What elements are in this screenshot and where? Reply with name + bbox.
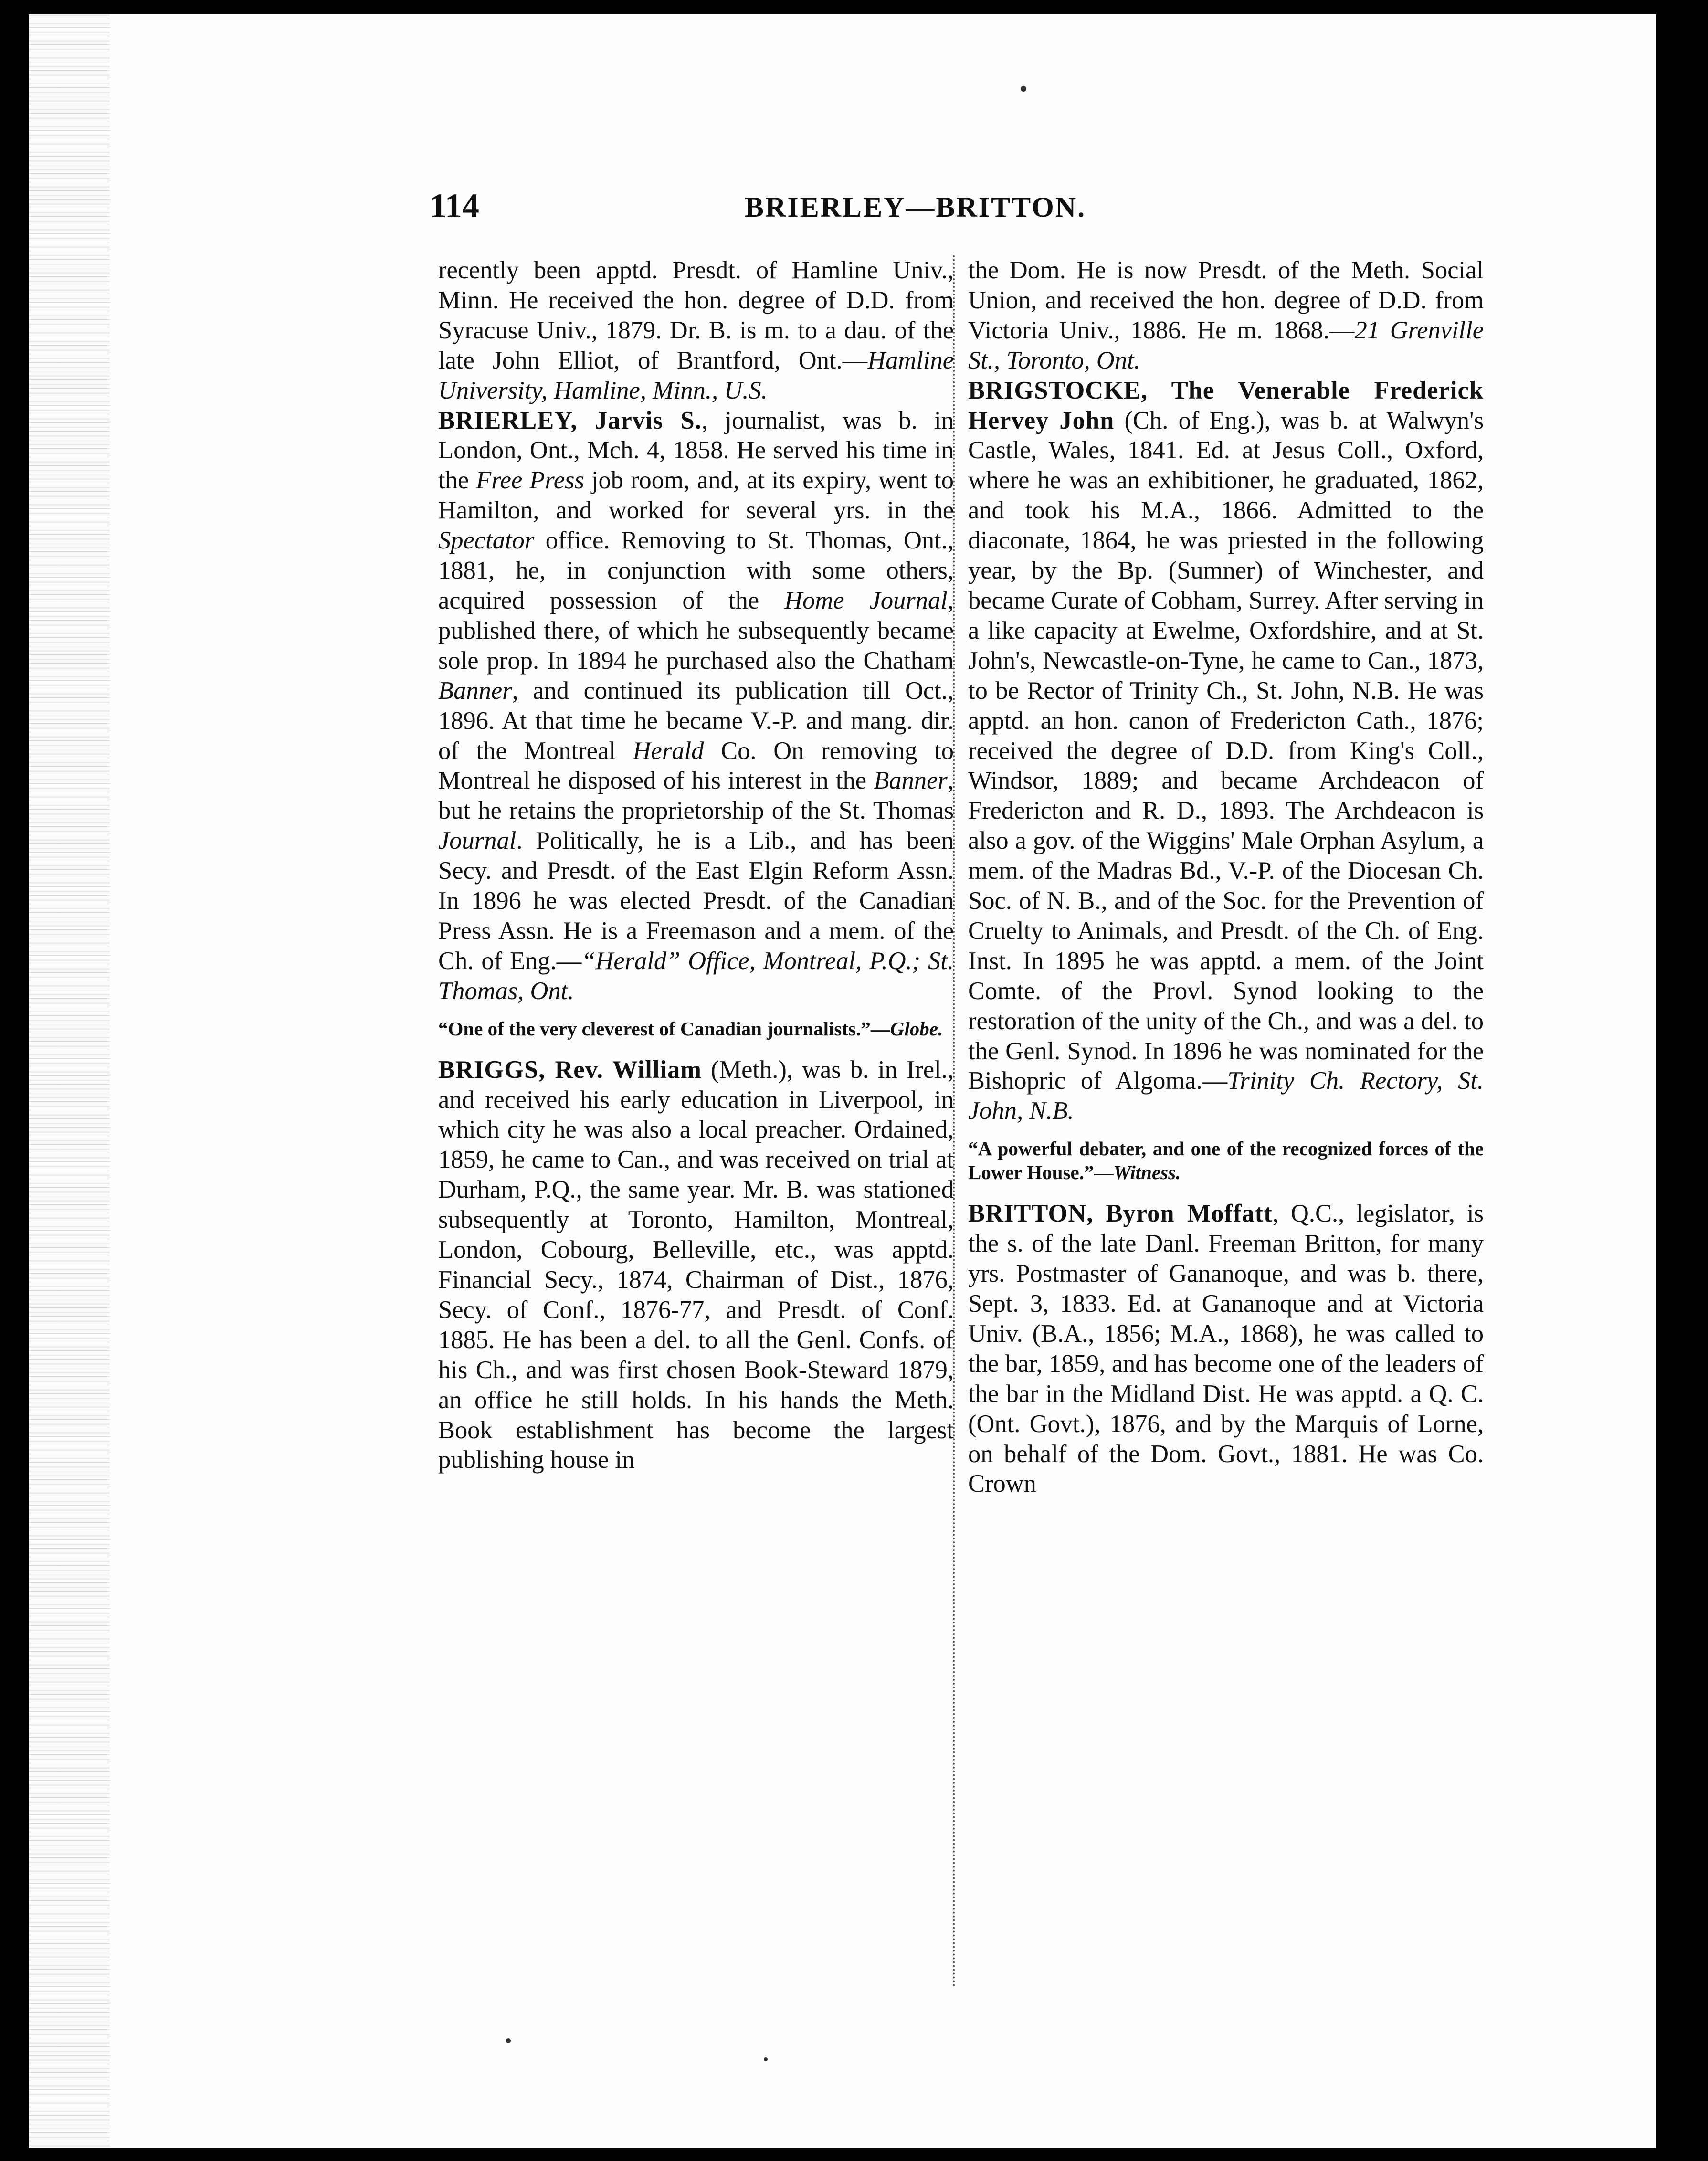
entry-heading: BRIGGS, Rev. William — [438, 1055, 702, 1084]
italic-text: “Herald” Office, Montreal, P.Q.; St. Thomas, Ont. — [438, 947, 954, 1005]
entry-text: recently been apptd. Presdt. of Hamline Univ., Minn. He received the hon. degree of D.D. from Syracuse Univ., 1879. Dr. B. is m. to a dau. of the late John Elliot, of Brantford, Ont.— — [438, 256, 954, 374]
press-quote — [438, 1017, 954, 1041]
entry-text: office. Removing to St. Thomas, Ont., 1881, he, in conjunction with some others, acquired possession of the — [438, 527, 954, 614]
book-page — [29, 14, 1656, 2148]
entry-heading: BRIGSTOCKE, The Venerable Frederick Hervey John — [968, 376, 1484, 434]
press-quote — [968, 1137, 1484, 1184]
entry-text: , published there, of which he subsequently became sole prop. In 1894 he purchased also the Chatham — [438, 586, 954, 675]
biography-entry — [438, 1055, 954, 1476]
column-divider — [953, 255, 955, 1988]
entry-heading: BRITTON, Byron Moffatt — [968, 1200, 1273, 1228]
right-column — [968, 255, 1484, 1499]
ink-speck — [506, 2038, 511, 2043]
running-head-title: BRIERLEY—BRITTON. — [745, 191, 1086, 223]
left-column — [438, 255, 954, 1475]
entry-text: job room, and, at its expiry, went to Hamilton, and worked for several yrs. in the — [438, 466, 954, 525]
ink-speck — [1021, 86, 1026, 92]
italic-text: Home Journal — [784, 586, 948, 614]
entry-text: “One of the very cleverest of Canadian journalists.”— — [438, 1017, 890, 1040]
quote-source: Globe. — [890, 1017, 943, 1040]
page-binding-edge — [29, 14, 110, 2148]
italic-text: Spectator — [438, 527, 535, 555]
biography-entry — [968, 1199, 1484, 1499]
page-number: 114 — [430, 187, 480, 225]
italic-text: 21 Grenville St., Toronto, Ont. — [968, 316, 1484, 374]
biography-entry — [968, 255, 1484, 376]
italic-text: Journal — [438, 827, 517, 855]
biography-entry — [968, 376, 1484, 1127]
entry-text: , Q.C., legislator, is the s. of the late Danl. Freeman Britton, for many yrs. Postmaster of Gananoque, and was b. there, Sept. 3, 1833. Ed. at Gananoque and at Victoria Univ. (B.A., 1856; M.A., 1868), he was called to the bar, 1859, and has become one of the leaders of the bar in the Midland Dist. He was apptd. a Q. C. (Ont. Govt.), 1876, and by the Marquis of Lorne, on behalf of the Dom. Govt., 1881. He was Co. Crown — [968, 1200, 1484, 1498]
biography-entry — [438, 406, 954, 1006]
entry-text: Co. On removing to Montreal he disposed of his interest in the — [438, 737, 954, 795]
entry-text: , and continued its publication till Oct., 1896. At that time he became V.-P. and mang. dir. of the Montreal — [438, 676, 954, 765]
italic-text: Herald — [633, 737, 704, 765]
running-head — [430, 186, 1241, 229]
entry-text: , journalist, was b. in London, Ont., Mch. 4, 1858. He served his time in the — [438, 406, 954, 495]
biography-entry — [438, 255, 954, 406]
entry-text: “A powerful debater, and one of the recognized forces of the Lower House.”— — [968, 1138, 1484, 1184]
entry-text: , but he retains the proprietorship of the St. Thomas — [438, 767, 954, 825]
entry-text: . Politically, he is a Lib., and has been Secy. and Presdt. of the East Elgin Reform Assn. In 1896 he was elected Presdt. of the Canadian Press Assn. He is a Freemason and a mem. of the Ch. of Eng.— — [438, 827, 954, 975]
ink-speck — [764, 2057, 768, 2061]
entry-text: (Ch. of Eng.), was b. at Walwyn's Castle, Wales, 1841. Ed. at Jesus Coll., Oxford, where he was an exhibitioner, he graduated, 1862, and took his M.A., 1866. Admitted to the diaconate, 1864, he was priested in the following year, by the Bp. (Sumner) of Winchester, and became Curate of Cobham, Surrey. After serving in a like capacity at Ewelme, Oxfordshire, and at St. John's, Newcastle-on-Tyne, he came to Can., 1873, to be Rector of Trinity Ch., St. John, N.B. He was apptd. an hon. canon of Fredericton Cath., 1876; received the degree of D.D. from King's Coll., Windsor, 1889; and became Archdeacon of Fredericton and R. D., 1893. The Archdeacon is also a gov. of the Wiggins' Male Orphan Asylum, a mem. of the Madras Bd., V.-P. of the Diocesan Ch. Soc. of N. B., and of the Soc. for the Prevention of Cruelty to Animals, and Presdt. of the Ch. of Eng. Inst. In 1895 he was apptd. a mem. of the Joint Comte. of the Provl. Synod looking to the restoration of the unity of the Ch., and was a del. to the Genl. Synod. In 1896 he was nominated for the Bishopric of Algoma.— — [968, 406, 1484, 1095]
quote-source: Witness. — [1113, 1161, 1181, 1184]
italic-text: Trinity Ch. Rectory, St. John, N.B. — [968, 1067, 1484, 1125]
italic-text: Banner — [438, 676, 512, 705]
entry-heading: BRIERLEY, Jarvis S. — [438, 406, 702, 434]
italic-text: Hamline University, Hamline, Minn., U.S. — [438, 346, 954, 404]
entry-text: the Dom. He is now Presdt. of the Meth. Social Union, and received the hon. degree of D.D. from Victoria Univ., 1886. He m. 1868.— — [968, 256, 1484, 344]
italic-text: Free Press — [476, 466, 584, 495]
italic-text: Banner — [874, 767, 948, 795]
entry-text: (Meth.), was b. in Irel., and received his early education in Liverpool, in which city he was also a local preacher. Ordained, 1859, he came to Can., and was received on trial at Durham, P.Q., the same year. Mr. B. was stationed subsequently at Toronto, Hamilton, Montreal, London, Cobourg, Belleville, etc., was apptd. Financial Secy., 1874, Chairman of Dist., 1876, Secy. of Conf., 1876-77, and Presdt. of Conf. 1885. He has been a del. to all the Genl. Confs. of his Ch., and was first chosen Book-Steward 1879, an office he still holds. In his hands the Meth. Book establishment has become the largest publishing house in — [438, 1055, 954, 1474]
